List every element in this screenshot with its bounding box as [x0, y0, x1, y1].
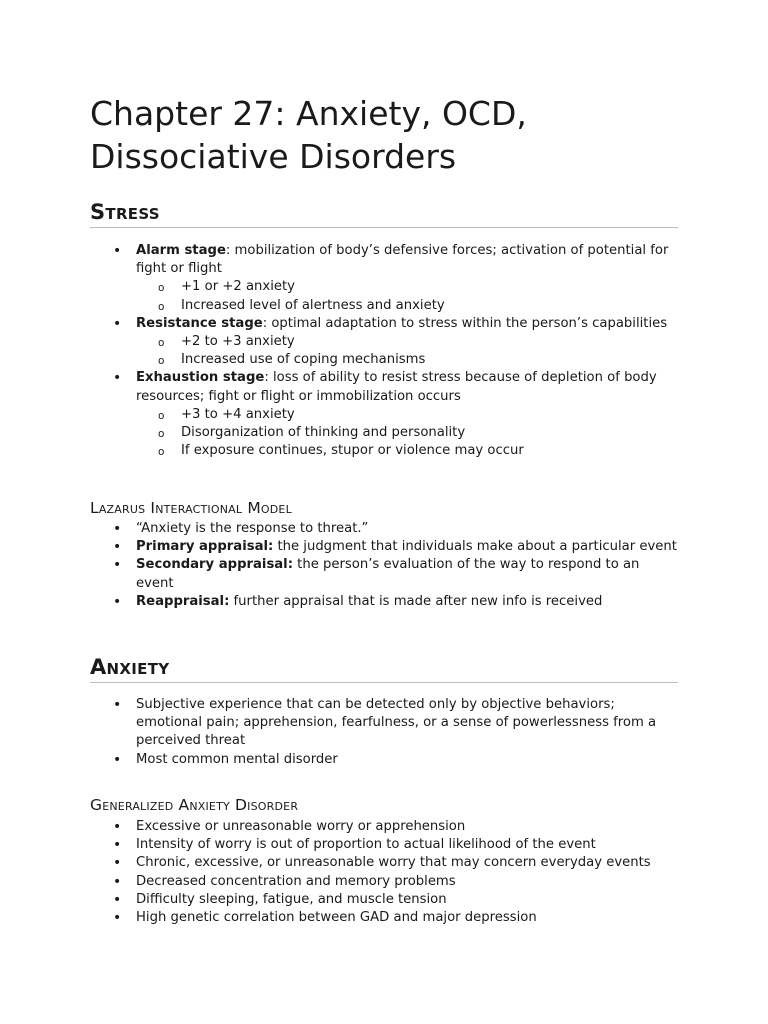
title-line-2: Dissociative Disorders — [90, 137, 457, 176]
list-item: • Intensity of worry is out of proportion to actual likelihood of the event — [0, 836, 768, 854]
sub-list-item: o +3 to +4 anxiety — [136, 406, 678, 424]
term-reappraisal: Reappraisal: — [136, 593, 230, 609]
list-item: • Chronic, excessive, or unreasonable worry that may concern everyday events — [0, 854, 768, 872]
gad-list — [0, 818, 768, 927]
list-item — [0, 538, 768, 556]
list-item — [0, 242, 768, 315]
list-item: • Excessive or unreasonable worry or apprehension — [0, 818, 768, 836]
sub-list-item: o Increased use of coping mechanisms — [136, 351, 678, 369]
sub-list-item: o Increased level of alertness and anxiety — [136, 297, 678, 315]
definition: : loss of ability to resist stress because of depletion of body resources; fight or flight or immobilization occurs — [136, 370, 657, 404]
sub-list — [136, 333, 678, 369]
term-resistance-stage: Resistance stage — [136, 315, 263, 331]
sub-list — [136, 406, 678, 461]
title-line-1: Chapter 27: Anxiety, OCD, — [90, 94, 527, 133]
definition: : mobilization of body’s defensive forces; activation of potential for fight or flight — [136, 243, 669, 277]
definition: the judgment that individuals make about a particular event — [273, 539, 677, 555]
definition: the person’s evaluation of the way to respond to an event — [136, 557, 640, 591]
list-item: • “Anxiety is the response to threat.” — [0, 520, 768, 538]
list-item — [0, 369, 768, 460]
list-item: • Difficulty sleeping, fatigue, and muscle tension — [0, 891, 768, 909]
sub-list-item: o +1 or +2 anxiety — [136, 278, 678, 296]
anxiety-list — [0, 696, 768, 769]
list-item — [0, 315, 768, 370]
lazarus-list — [0, 520, 768, 611]
stress-list — [0, 242, 768, 460]
definition: further appraisal that is made after new info is received — [229, 593, 603, 609]
term-alarm-stage: Alarm stage — [136, 243, 226, 258]
section-heading-gad: Generalized Anxiety Disorder — [90, 796, 299, 814]
sub-list-item: o Disorganization of thinking and personality — [136, 424, 678, 442]
section-heading-anxiety: Anxiety — [90, 654, 678, 683]
section-heading-stress: Stress — [90, 199, 678, 228]
term-primary-appraisal: Primary appraisal: — [136, 539, 274, 555]
sub-list-item: o If exposure continues, stupor or violence may occur — [136, 442, 678, 460]
page-title — [90, 92, 690, 178]
sub-list-item: o +2 to +3 anxiety — [136, 333, 678, 351]
term-secondary-appraisal: Secondary appraisal: — [136, 557, 293, 573]
definition: : optimal adaptation to stress within the person’s capabilities — [262, 315, 668, 331]
list-item — [0, 556, 768, 592]
list-item: • Decreased concentration and memory problems — [0, 873, 768, 891]
list-item: • Subjective experience that can be detected only by objective behaviors; emotional pain; apprehension, fearfulness, or a sense of powerlessness from a perceived threat — [0, 696, 768, 751]
list-item: • Most common mental disorder — [0, 751, 768, 769]
sub-list — [136, 278, 678, 314]
list-item: • High genetic correlation between GAD and major depression — [0, 909, 768, 927]
section-heading-lazarus: Lazarus Interactional Model — [90, 499, 292, 517]
term-exhaustion-stage: Exhaustion stage — [136, 370, 265, 386]
list-item — [0, 593, 768, 611]
